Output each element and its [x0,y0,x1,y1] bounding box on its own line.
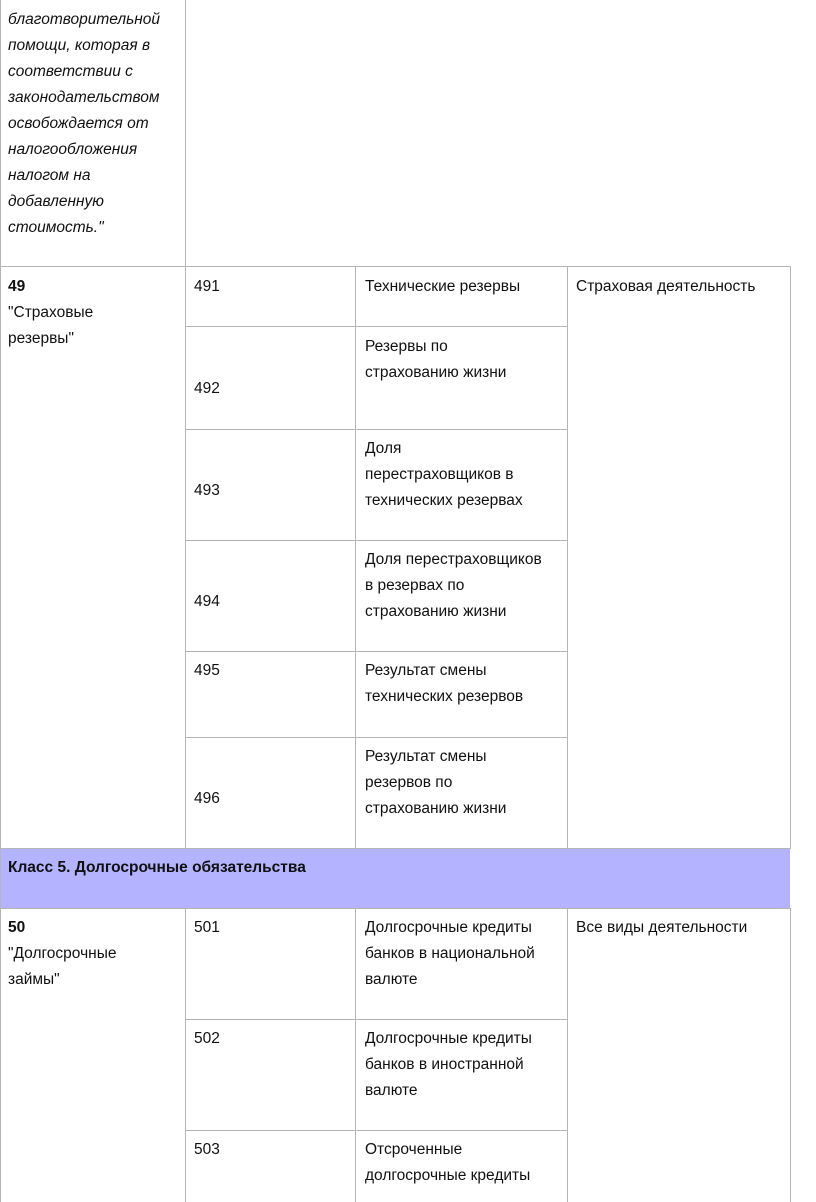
subaccount-name: Технические резервы [365,278,521,295]
account-name-line: "Страховые [8,304,94,321]
subaccount-code: 503 [194,1141,220,1158]
subaccount-name: технических резервов [365,688,524,705]
subaccount-name: Долгосрочные кредиты [365,919,532,936]
intro-line: добавленную [8,193,104,210]
intro-cell [0,0,185,266]
subaccount-name: страхованию жизни [365,603,507,620]
subaccount-name: технических резервах [365,492,523,509]
subaccount-name: банков в иностранной [365,1056,524,1073]
subaccount-name: Резервы по [365,338,448,355]
class-5-title: Класс 5. Долгосрочные обязательства [8,859,306,876]
subaccount-name: резервов по [365,774,453,791]
subaccount-name: Долгосрочные кредиты [365,1030,532,1047]
subaccount-name: Доля [365,440,402,457]
subaccount-code: 496 [194,790,220,807]
subaccount-name: валюте [365,971,418,988]
intro-line: налогообложения [8,141,138,158]
subaccount-code: 494 [194,593,220,610]
intro-line: соответствии с [8,63,133,80]
subaccount-name: Результат смены [365,748,487,765]
intro-line: благотворительной [8,11,161,28]
account-name-line: займы" [8,971,60,988]
subaccount-name: Отсроченные [365,1141,463,1158]
subaccount-name: в резервах по [365,577,465,594]
intro-line: налогом на [8,167,91,184]
intro-line: стоимость." [8,219,104,236]
activity-cell: Страховая деятельность [576,278,756,295]
intro-line: освобождается от [8,115,149,132]
account-name-line: "Долгосрочные [8,945,117,962]
subaccount-name: Результат смены [365,662,487,679]
intro-line: помощи, которая в [8,37,151,54]
account-49-cell [0,266,185,848]
subaccount-name: долгосрочные кредиты [365,1167,531,1184]
subaccount-name: перестраховщиков в [365,466,514,483]
subaccount-name: Доля перестраховщиков [365,551,542,568]
subaccount-code: 495 [194,662,220,679]
account-50-cell [0,908,185,1202]
account-name-line: резервы" [8,330,74,347]
subaccount-code: 491 [194,278,220,295]
intro-line: законодательством [8,89,160,106]
account-number: 49 [8,278,26,295]
subaccount-name: банков в национальной [365,945,535,962]
class-5-band [1,849,790,908]
subaccount-name: валюте [365,1082,418,1099]
subaccount-name: страхованию жизни [365,364,507,381]
subaccount-code: 501 [194,919,220,936]
subaccount-name: страхованию жизни [365,800,507,817]
account-number: 50 [8,919,26,936]
subaccount-code: 502 [194,1030,220,1047]
subaccount-code: 492 [194,380,220,397]
subaccount-code: 493 [194,482,220,499]
activity-cell: Все виды деятельности [576,919,748,936]
